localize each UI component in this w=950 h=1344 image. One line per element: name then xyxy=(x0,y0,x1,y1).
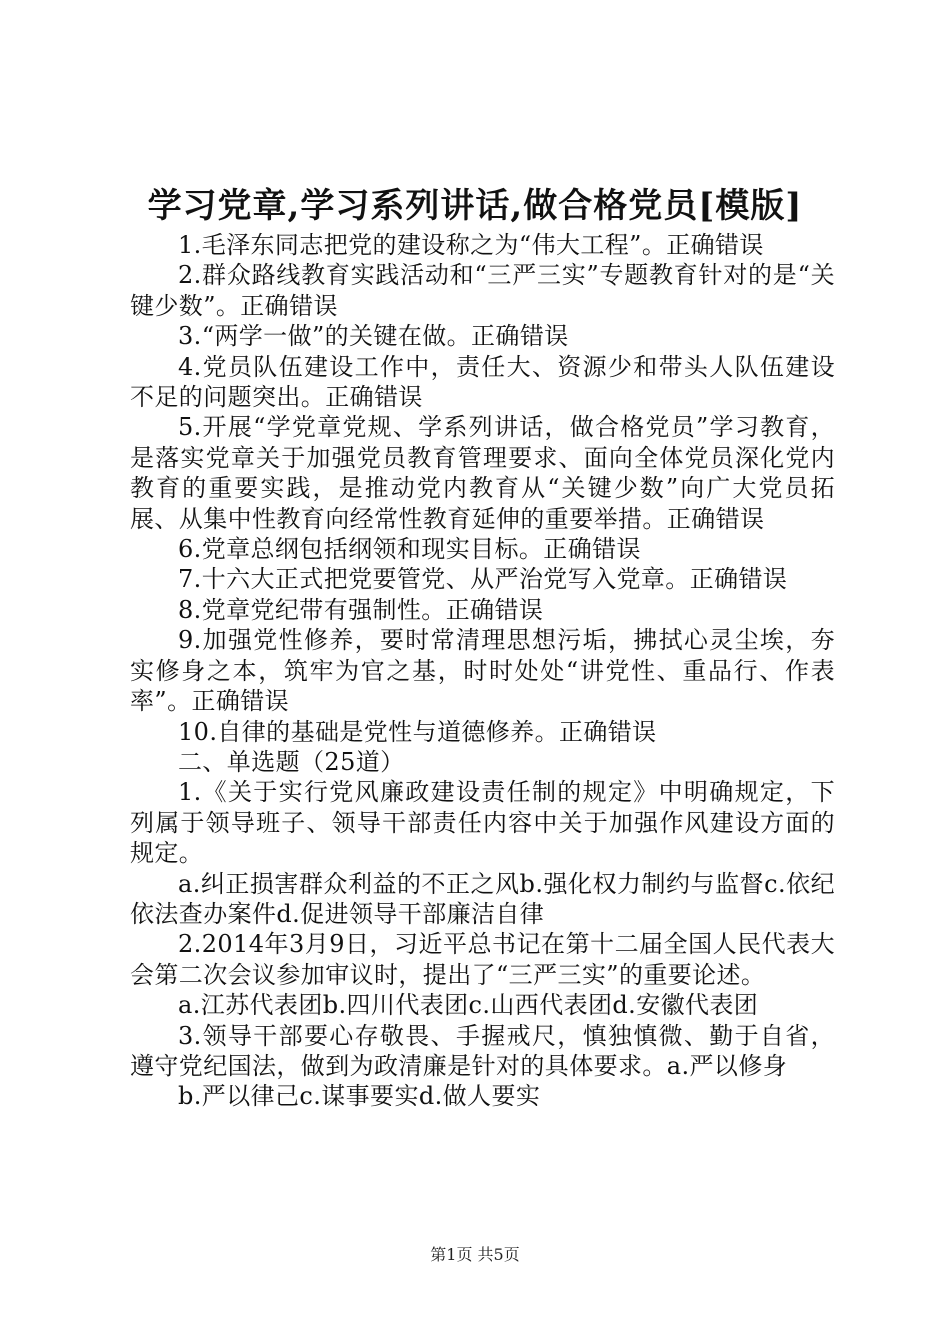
document-body xyxy=(130,230,835,1112)
paragraph: 3.领导干部要心存敬畏、手握戒尺，慎独慎微、勤于自省，遵守党纪国法，做到为政清廉是针对的具体要求。a.严以修身 xyxy=(130,1021,835,1080)
page-footer: 第1页 共5页 xyxy=(430,1245,520,1264)
paragraph: 1.《关于实行党风廉政建设责任制的规定》中明确规定，下列属于领导班子、领导干部责任内容中关于加强作风建设方面的规定。 xyxy=(130,778,835,868)
answer-options: b.严以律己c.谋事要实d.做人要实 xyxy=(178,1082,541,1111)
answer-options: a.江苏代表团b.四川代表团c.山西代表团d.安徽代表团 xyxy=(178,991,759,1020)
paragraph: 9.加强党性修养，要时常清理思想污垢，拂拭心灵尘埃，夯实修身之本，筑牢为官之基，时时处处“讲党性、重品行、作表率”。正确错误 xyxy=(130,626,835,716)
answer-options: a.纠正损害群众利益的不正之风b.强化权力制约与监督c.依纪依法查办案件d.促进领导干部廉洁自律 xyxy=(130,869,835,928)
paragraph: 2.2014年3月9日，习近平总书记在第十二届全国人民代表大会第二次会议参加审议时，提出了“三严三实”的重要论述。 xyxy=(130,930,835,989)
section-heading: 二、单选题（25道） xyxy=(178,747,405,776)
paragraph: 8.党章党纪带有强制性。正确错误 xyxy=(178,595,544,624)
paragraph: 7.十六大正式把党要管党、从严治党写入党章。正确错误 xyxy=(178,565,788,594)
paragraph: 5.开展“学党章党规、学系列讲话，做合格党员”学习教育，是落实党章关于加强党员教育管理要求、面向全体党员深化党内教育的重要实践，是推动党内教育从“关键少数”向广大党员拓展、从集中性教育向经常性教育延伸的重要举措。正确错误 xyxy=(130,413,835,533)
paragraph: 6.党章总纲包括纲领和现实目标。正确错误 xyxy=(178,535,641,564)
paragraph: 10.自律的基础是党性与道德修养。正确错误 xyxy=(178,717,657,746)
paragraph: 3.“两学一做”的关键在做。正确错误 xyxy=(178,322,569,351)
document-title: 学习党章,学习系列讲话,做合格党员[模版] xyxy=(147,186,803,226)
paragraph: 2.群众路线教育实践活动和“三严三实”专题教育针对的是“关键少数”。正确错误 xyxy=(130,261,835,320)
paragraph: 4.党员队伍建设工作中，责任大、资源少和带头人队伍建设不足的问题突出。正确错误 xyxy=(130,352,835,412)
paragraph: 1.毛泽东同志把党的建设称之为“伟大工程”。正确错误 xyxy=(178,231,764,259)
